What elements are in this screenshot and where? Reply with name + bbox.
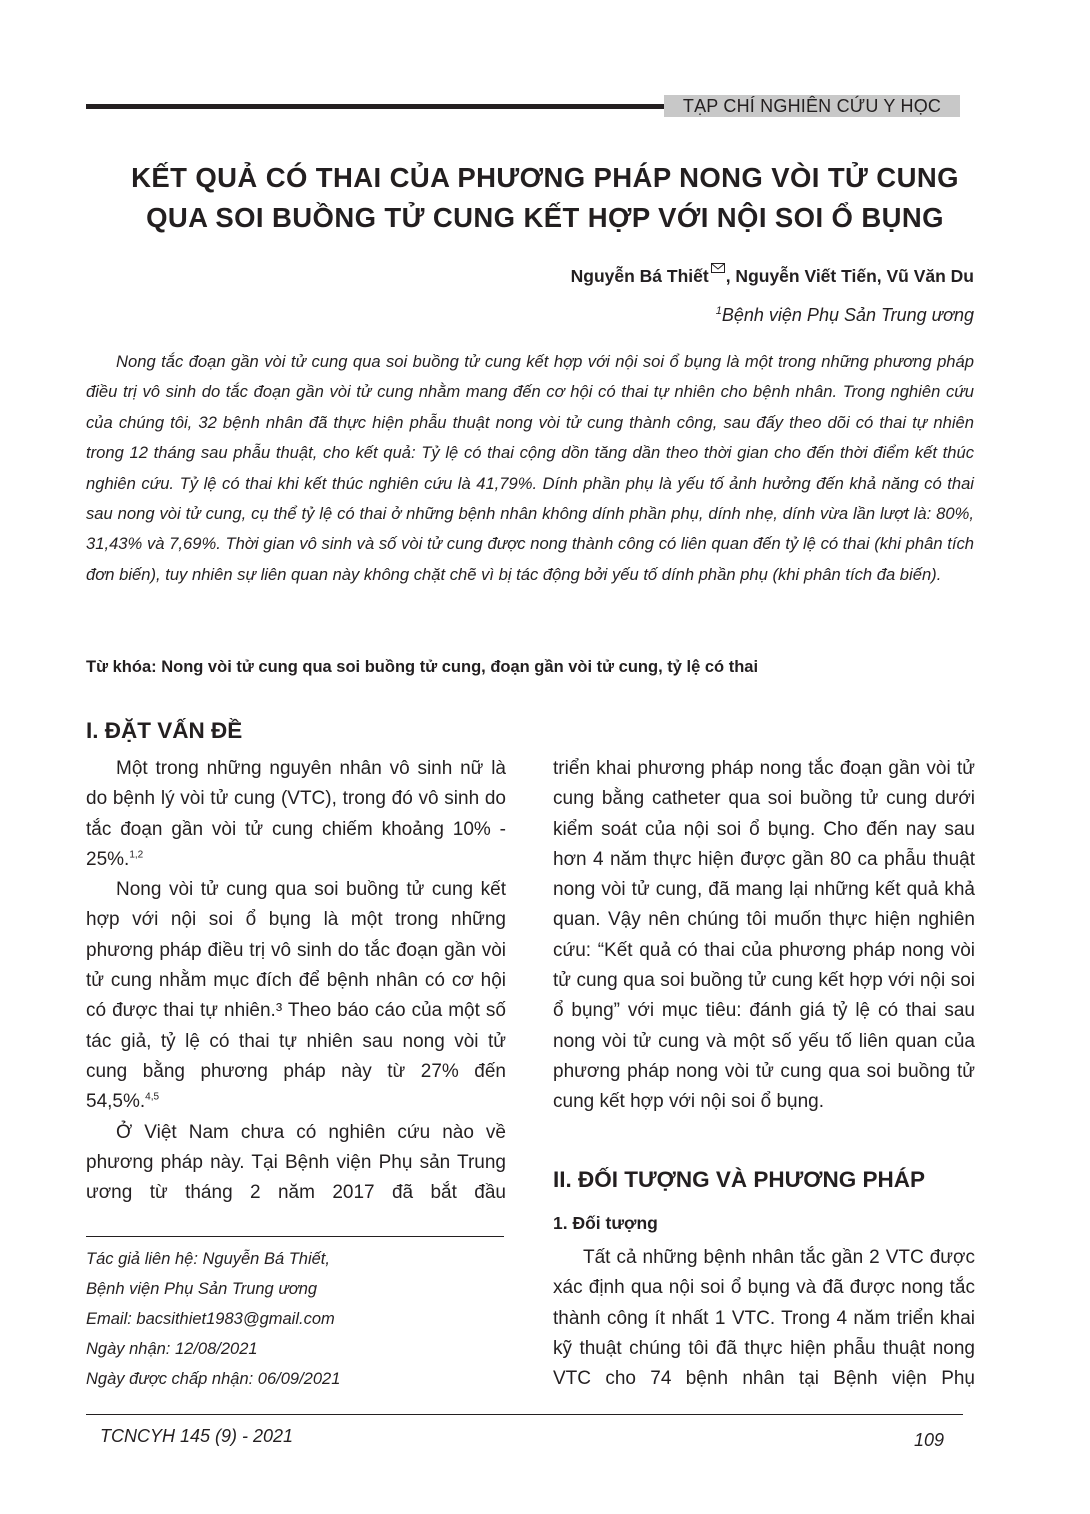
contact-organization: Bệnh viện Phụ Sản Trung ương	[86, 1280, 318, 1299]
keywords: Từ khóa: Nong vòi tử cung qua soi buồng tử cung, đoạn gần vòi tử cung, tỷ lệ có thai	[86, 658, 759, 676]
abstract: Nong tắc đoạn gần vòi tử cung qua soi buồng tử cung kết hợp với nội soi ổ bụng là một trong những phương pháp điều trị vô sinh do tắc đoạn gần vòi tử cung nhằm mang đến cơ hội có thai tự nhiên cho bệnh nhân. Trong nghiên cứu của chúng tôi, 32 bệnh nhân đã thực hiện phẫu thuật nong vòi tử cung thành công, sau đấy theo dõi có thai tự nhiên trong 12 tháng sau phẫu thuật, cho kết quả: Tỷ lệ có thai cộng dồn tăng dần theo thời gian cho đến thời điểm kết thúc nghiên cứu. Tỷ lệ có thai khi kết thúc nghiên cứu là 41,79%. Dính phần phụ là yếu tố ảnh hưởng đến khả năng có thai sau nong vòi tử cung, cụ thể tỷ lệ có thai ở những bệnh nhân không dính phần phụ, dính nhẹ, dính vừa lần lượt là: 80%, 31,43% và 7,69%. Thời gian vô sinh và số vòi tử cung được nong thành công có liên quan đến tỷ lệ có thai (khi phân tích đơn biến), tuy nhiên sự liên quan này không chặt chẽ vì bị tác động bởi yếu tố dính phần phụ (khi phân tích đa biến).	[86, 352, 974, 584]
footer-rule	[86, 1414, 963, 1415]
contact-author: Tác giả liên hệ: Nguyễn Bá Thiết,	[86, 1250, 330, 1268]
right-column-intro-continued	[553, 754, 975, 1118]
intro-paragraph-3-continued: triển khai phương pháp nong tắc đoạn gần vòi tử cung bằng catheter qua soi buồng tử cung dưới kiểm soát của nội soi ổ bụng. Cho đến nay sau hơn 4 năm thực hiện được gần 80 ca phẫu thuật nong vòi tử cung, đã mang lại những kết quả khả quan. Vậy nên chúng tôi muốn thực hiện nghiên cứu: “Kết quả có thai của phương pháp nong vòi tử cung qua soi buồng tử cung kết hợp với nội soi ổ bụng” với mục tiêu: đánh giá tỷ lệ có thai sau nong vòi tử cung và một số yếu tố liên quan của phương pháp nong vòi tử cung qua soi buồng tử cung kết hợp với nội soi ổ bụng.	[553, 758, 975, 1113]
left-column	[86, 754, 506, 1208]
section-heading-methods: II. ĐỐI TƯỢNG VÀ PHƯƠNG PHÁP	[553, 1167, 925, 1192]
author-contact-footnote	[86, 1244, 506, 1394]
co-authors: , Nguyễn Viết Tiến, Vũ Văn Du	[725, 266, 974, 286]
affiliation-marker: 1	[715, 305, 722, 317]
journal-issue: TCNCYH 145 (9) - 2021	[100, 1426, 294, 1446]
date-received: Ngày nhận: 12/08/2021	[86, 1340, 258, 1359]
header-rule	[86, 104, 664, 109]
subsection-heading-subjects: 1. Đối tượng	[553, 1213, 658, 1233]
intro-paragraph-3: Ở Việt Nam chưa có nghiên cứu nào về phương pháp này. Tại Bệnh viện Phụ sản Trung ương từ tháng 2 năm 2017 đã bắt đầu	[86, 1121, 506, 1204]
citation-ref: 4,5	[145, 1091, 160, 1103]
intro-paragraph-2-text: Nong vòi tử cung qua soi buồng tử cung kết hợp với nội soi ổ bụng là một trong những phương pháp điều trị vô sinh do tắc đoạn gần vòi tử cung nhằm mục đích để bệnh nhân có cơ hội có được thai tự nhiên.³ Theo báo cáo của một số tác giả, tỷ lệ có thai tự nhiên sau nong vòi tử cung bằng phương pháp này từ 27% đến 54,5%.	[86, 879, 506, 1113]
intro-paragraph-2	[86, 875, 506, 1117]
envelope-icon	[711, 263, 725, 273]
right-column-methods	[553, 1243, 975, 1394]
affiliation-name: Bệnh viện Phụ Sản Trung ương	[721, 305, 974, 325]
paper-title-line-1: KẾT QUẢ CÓ THAI CỦA PHƯƠNG PHÁP NONG VÒI TỬ CUNG	[131, 162, 959, 193]
intro-paragraph-1-text: Một trong những nguyên nhân vô sinh nữ là do bệnh lý vòi tử cung (VTC), trong đó vô sinh do tắc đoạn gần vòi tử cung chiếm khoảng 10% - 25%.	[86, 758, 506, 870]
paper-title	[80, 158, 1010, 238]
citation-ref: 1,2	[129, 849, 144, 861]
journal-name: TẠP CHÍ NGHIÊN CỨU Y HỌC	[664, 95, 960, 117]
corresponding-author: Nguyễn Bá Thiết	[570, 266, 709, 286]
paper-title-line-2: QUA SOI BUỒNG TỬ CUNG KẾT HỢP VỚI NỘI SOI Ổ BỤNG	[146, 202, 944, 233]
author-list	[571, 262, 974, 290]
methods-paragraph-1: Tất cả những bệnh nhân tắc gần 2 VTC được xác định qua nội soi ổ bụng và đã được nong tắc thành công ít nhất 1 VTC. Trong 4 năm triển khai kỹ thuật chúng tôi đã thực hiện phẫu thuật nong VTC cho 74 bệnh nhân tại Bệnh viện Phụ	[553, 1247, 975, 1390]
footnote-rule	[86, 1236, 504, 1237]
date-accepted: Ngày được chấp nhận: 06/09/2021	[86, 1370, 341, 1389]
contact-email: Email: bacsithiet1983@gmail.com	[86, 1310, 335, 1329]
page-number: 109	[913, 1430, 944, 1450]
section-heading-introduction: I. ĐẶT VẤN ĐỀ	[86, 718, 243, 743]
affiliation	[716, 298, 974, 328]
intro-paragraph-1	[86, 754, 506, 875]
